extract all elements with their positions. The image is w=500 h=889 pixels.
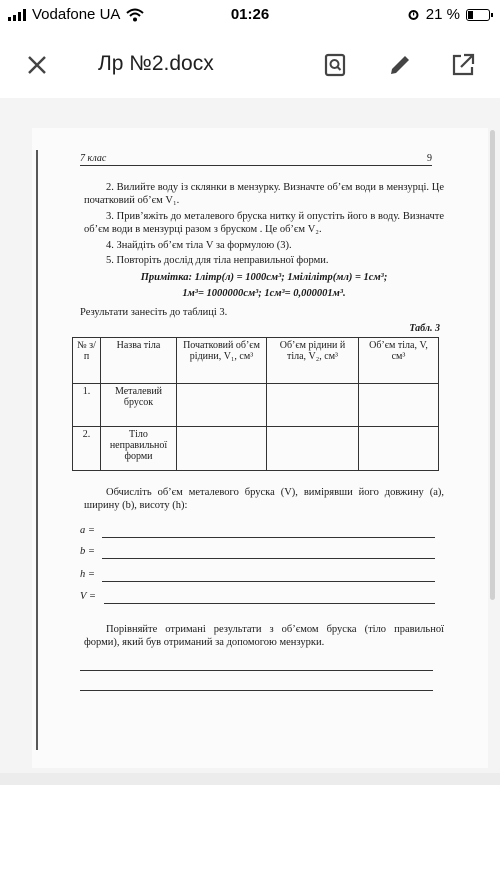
field-a-line [102,537,435,538]
field-a-label: a = [80,525,95,536]
header-page-number: 9 [427,153,432,164]
close-icon[interactable] [24,52,50,78]
battery-percent: 21 % [425,6,460,23]
cell-v [359,427,439,471]
step-3: 3. Прив’яжіть до металевого бруска нитку й опустіть його в воду. Визначте об’єм води в мензурці разом з бруском . Це об’єм V₂. [84,211,444,235]
header-grade: 7 клас [80,153,107,164]
field-h-label: h = [80,569,95,580]
alarm-icon [407,8,420,21]
cell-v [359,384,439,427]
cell-v1 [177,427,267,471]
scrollbar[interactable] [490,130,495,600]
field-v-line [104,603,435,604]
next-page [0,785,500,889]
step-5: 5. Повторіть дослід для тіла неправильної форми. [106,255,329,266]
open-external-icon[interactable] [450,52,476,78]
step-2: 2. Вилийте воду із склянки в мензурку. Визначте об’єм води в мензурці. Це початковий об’єм V₁. [84,182,444,206]
results-table [72,337,439,471]
table-header-row [73,338,439,384]
calc-instructions: Обчисліть об’єм металевого бруска (V), вимірявши його довжину (a), ширину (b), висоту (h): [84,487,444,511]
col-header-v2: Об’єм рідини й тіла, V₂, см³ [267,338,359,384]
field-b-label: b = [80,546,95,557]
app-bar [0,32,500,98]
table-row [73,427,439,471]
table-row [73,384,439,427]
compare-instructions: Порівняйте отримані результати з об’ємом бруска (тіло правильної форми), який був отриманий за допомогою мензурки. [84,624,444,648]
field-v-label: V = [80,591,96,602]
battery-group [407,6,490,23]
results-intro: Результати занесіть до таблиці 3. [80,307,228,318]
cell-number: 2. [73,427,101,471]
cell-v1 [177,384,267,427]
answer-line-1 [80,670,433,671]
page-edge-shadow [36,150,38,750]
col-header-name: Назва тіла [101,338,177,384]
search-doc-icon[interactable] [322,52,348,78]
cell-number: 1. [73,384,101,427]
cell-name: Тіло неправильної форми [101,427,177,471]
edit-pencil-icon[interactable] [387,52,413,78]
carrier-label: Vodafone UA [32,6,121,23]
cell-v2 [267,427,359,471]
note-line-1: Примітка: 1літр(л) = 1000см³; 1мілілітр(мл) = 1см³; [140,272,388,283]
answer-line-2 [80,690,433,691]
battery-icon [466,9,490,21]
clock: 01:26 [230,6,270,23]
status-bar [0,0,500,32]
field-b-line [102,558,435,559]
col-header-number: № з/п [73,338,101,384]
step-4: 4. Знайдіть об’єм тіла V за формулою (3). [106,240,292,251]
note-line-2: 1м³= 1000000см³; 1см³= 0,000001м³. [182,288,346,299]
col-header-v: Об’єм тіла, V, см³ [359,338,439,384]
cell-name: Металевий брусок [101,384,177,427]
table-label: Табл. 3 [409,323,440,334]
cell-v2 [267,384,359,427]
col-header-v1: Початковий об’єм рідини, V₁, см³ [177,338,267,384]
page-header [80,152,432,166]
field-h-line [102,581,435,582]
document-title: Лр №2.docx [98,52,214,75]
